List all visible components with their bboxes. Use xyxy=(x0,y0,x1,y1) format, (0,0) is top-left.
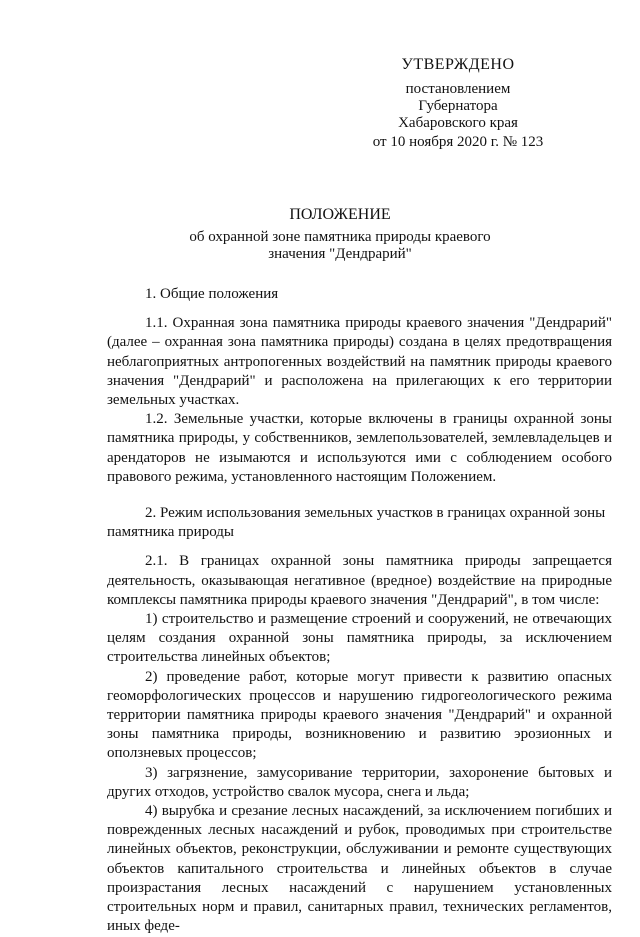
document-title xyxy=(90,206,590,263)
document-body xyxy=(107,285,612,937)
approval-line: Хабаровского края xyxy=(398,115,518,131)
list-item: 1) строительство и размещение строений и сооружений, не отвечающих целям создания охранной зоны памятника природы, за исключением строительства линейных объектов; xyxy=(107,611,612,666)
approval-line: постановлением xyxy=(405,81,511,97)
paragraph: 1.2. Земельные участки, которые включены в границы охранной зоны памятника природы, у собственников, землепользователей, землевладельцев и арендаторов не изымаются и используются ими с соблюдением особого правового режима, установленного настоящим Положением. xyxy=(107,411,612,485)
approval-date: от 10 ноября 2020 г. № 123 xyxy=(372,134,544,150)
paragraph: 1.1. Охранная зона памятника природы краевого значения "Дендрарий" (далее – охранная зона памятника природы) создана в целях предотвращения неблагоприятных антропогенных воздействий на памятник природы краевого значения "Дендрарий" и расположена на прилегающих к его территории земельных участках. xyxy=(107,315,612,409)
approval-block xyxy=(348,56,568,151)
list-item: 4) вырубка и срезание лесных насаждений, за исключением погибших и поврежденных лесных насаждений и рубок, проводимых при строительстве линейных объектов, реконструкции, обслуживании и ремонте существующих объектов капитального строительства и линейных объектов в случае произрастания лесных насаждений с нарушением установленных строительных норм и правил, санитарных правил, технических регламентов, иных феде- xyxy=(107,803,612,935)
paragraph: 2.1. В границах охранной зоны памятника природы запрещается деятельность, оказывающая негативное (вредное) воздействие на природные комплексы памятника природы краевого значения "Дендрарий", в том числе: xyxy=(107,553,612,608)
list-item: 2) проведение работ, которые могут привести к развитию опасных геоморфологических процессов и нарушению гидрогеологического режима территории памятника природы краевого значения "Дендрарий" и охранной зоны памятника природы, возникновению и развитию эрозионных и оползневых процессов; xyxy=(107,668,612,762)
title-main: ПОЛОЖЕНИЕ xyxy=(289,206,391,223)
approval-line: Губернатора xyxy=(418,98,498,114)
approval-heading: УТВЕРЖДЕНО xyxy=(401,56,515,73)
list-item: 3) загрязнение, замусоривание территории, захоронение бытовых и других отходов, устройство свалок мусора, снега и льда; xyxy=(107,764,612,800)
title-subtitle: об охранной зоне памятника природы краевого значения "Дендрарий" xyxy=(189,229,491,262)
section-heading: 2. Режим использования земельных участков в границах охранной зоны памятника природы xyxy=(107,505,606,541)
section-heading: 1. Общие положения xyxy=(145,286,279,302)
